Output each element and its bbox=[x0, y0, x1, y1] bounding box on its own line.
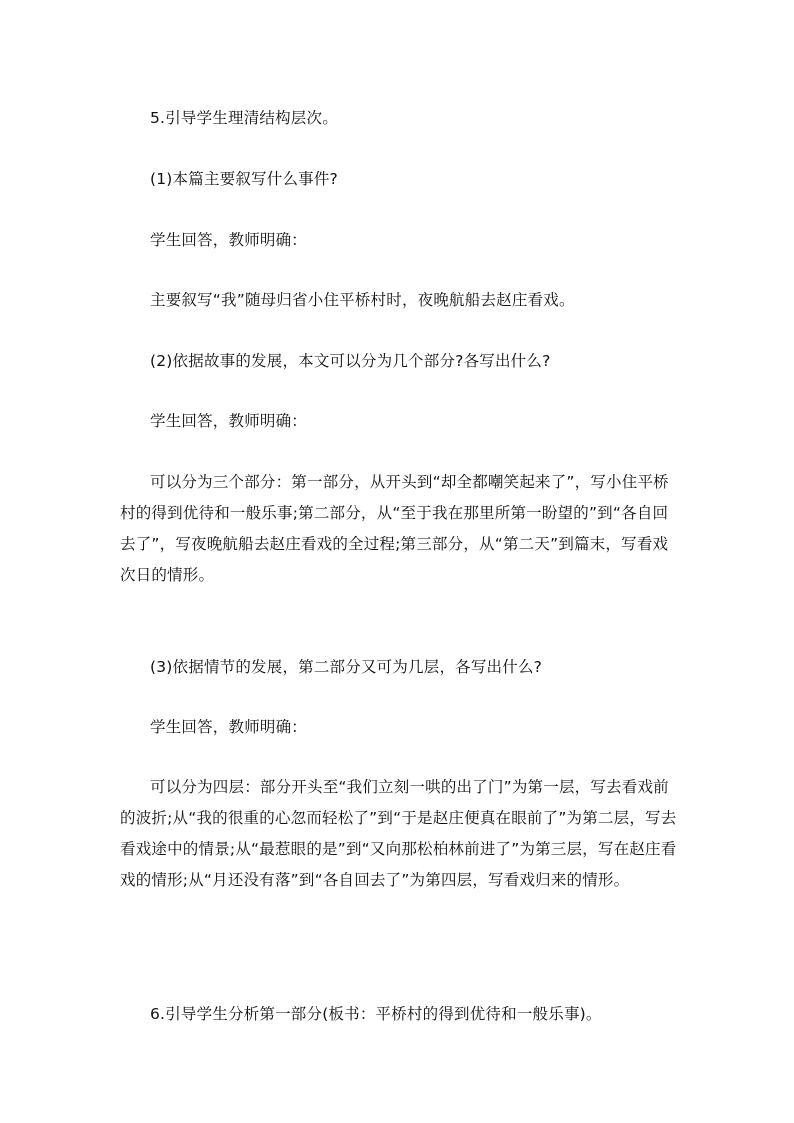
answer-prompt-1: 学生回答，教师明确： bbox=[150, 231, 308, 249]
question-2: (2)依据故事的发展，本文可以分为几个部分?各写出什么? bbox=[150, 352, 551, 370]
section-heading-6: 6.引导学生分析第一部分(板书：平桥村的得到优待和一般乐事)。 bbox=[150, 1005, 602, 1023]
answer-prompt-3: 学生回答，教师明确： bbox=[150, 718, 308, 736]
answer-text-1: 主要叙写“我”随母归省小住平桥村时，夜晚航船去赵庄看戏。 bbox=[150, 291, 575, 309]
question-1: (1)本篇主要叙写什么事件? bbox=[150, 170, 338, 188]
section-heading-5: 5.引导学生理清结构层次。 bbox=[150, 109, 338, 127]
question-3: (3)依据情节的发展，第二部分又可为几层，各写出什么? bbox=[150, 658, 543, 676]
answer-text-3: 可以分为四层：部分开头至“我们立刻一哄的出了门”为第一层，写去看戏前的波折;从“我的很重的心忽而轻松了”到“于是赵庄便真在眼前了”为第二层，写去看戏途中的情景;从“最惹眼的是”到“又向那松柏林前进了”为第三层，写在赵庄看戏的情形;从“月还没有落”到“各自回去了”为第四层，写看戏归来的情形。 bbox=[120, 778, 677, 889]
answer-prompt-2: 学生回答，教师明确： bbox=[150, 412, 308, 430]
answer-text-2: 可以分为三个部分：第一部分，从开头到“却全都嘲笑起来了”，写小住平桥村的得到优待和一般乐事;第二部分，从“至于我在那里所第一盼望的”到“各自回去了”，写夜晚航船去赵庄看戏的全过程;第三部分，从“第二天”到篇末，写看戏次日的情形。 bbox=[120, 473, 669, 584]
